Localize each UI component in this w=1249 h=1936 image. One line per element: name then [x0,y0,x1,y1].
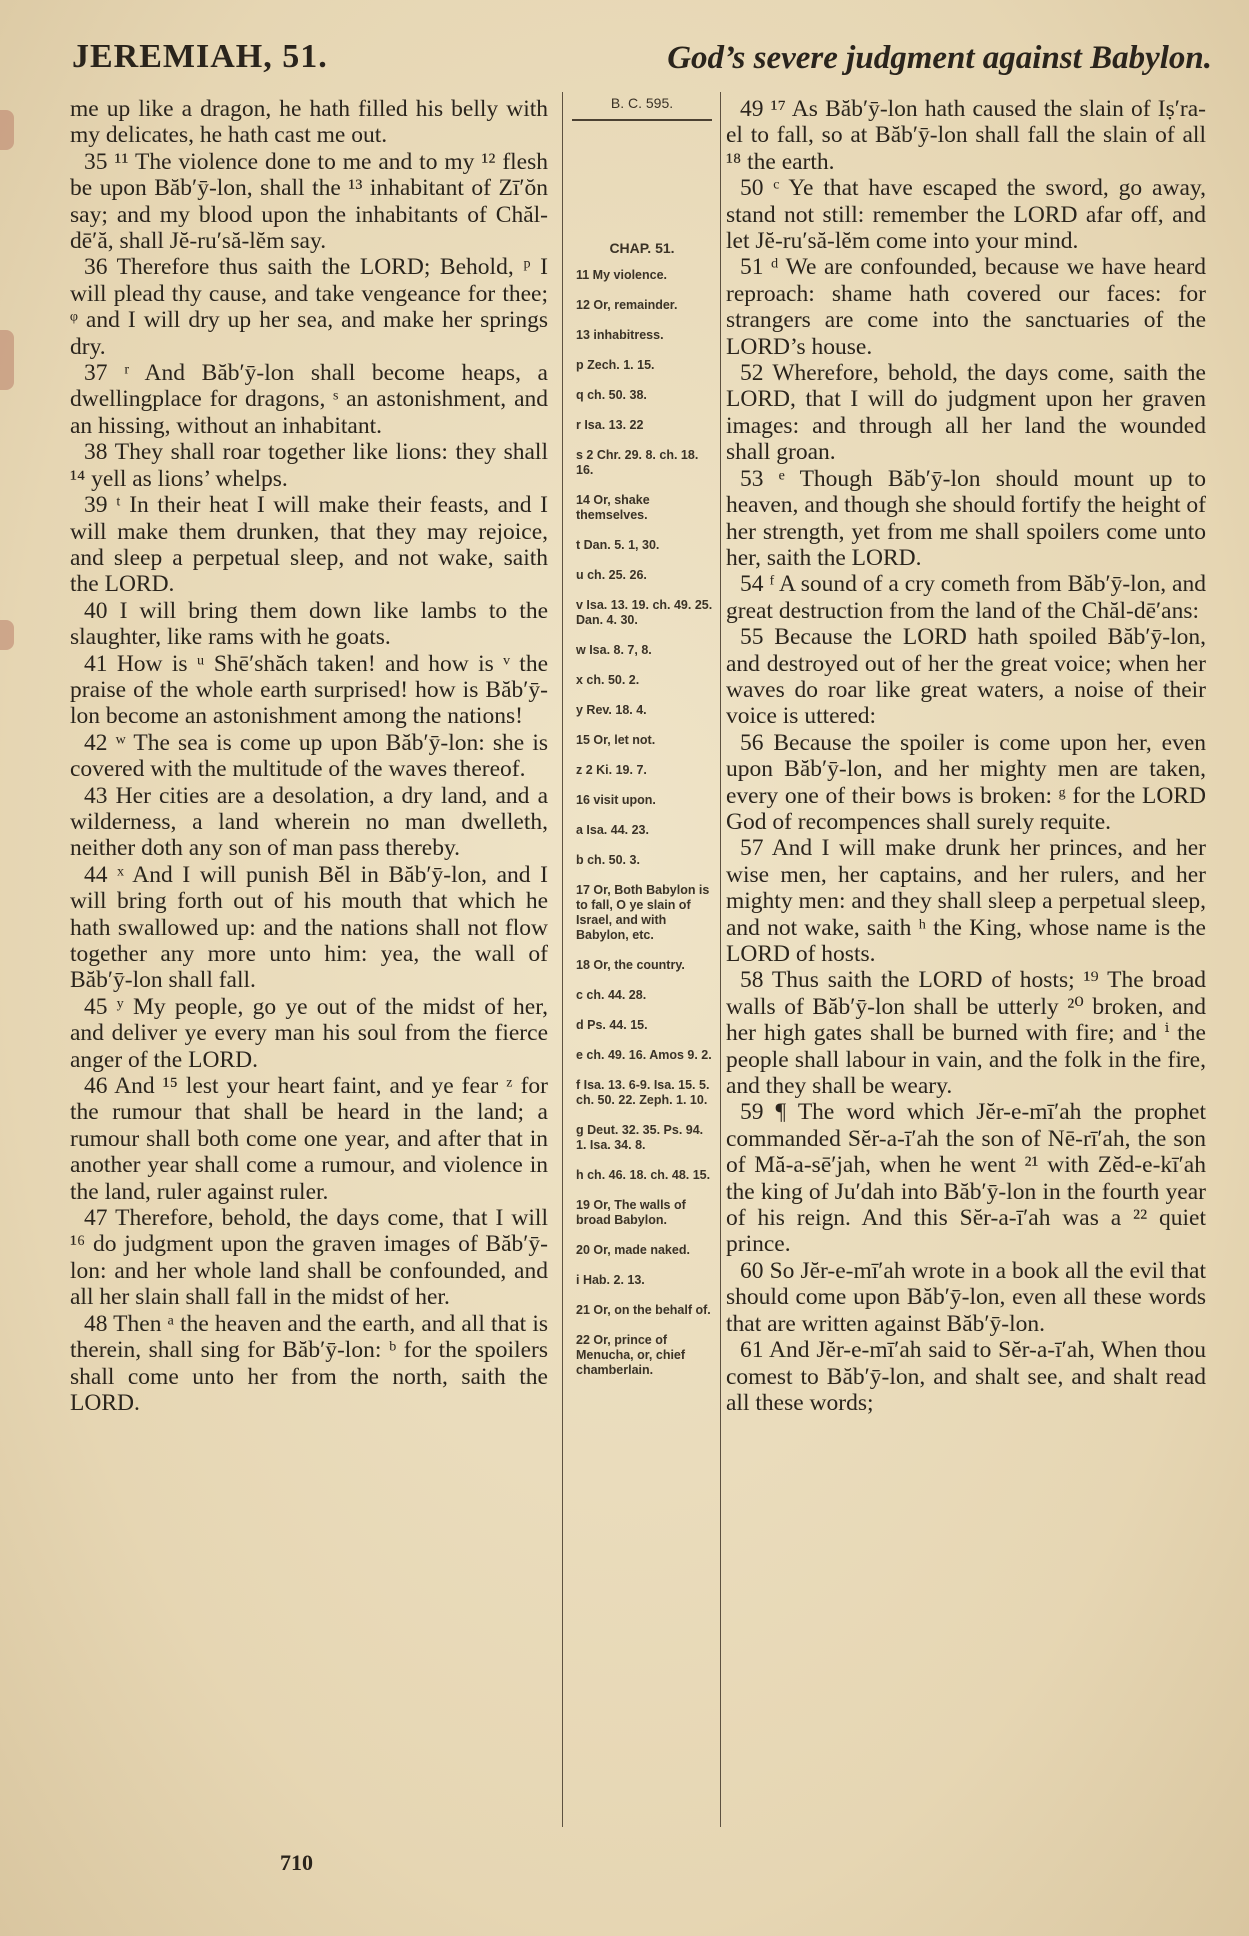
verse: 58 Thus saith the LORD of hosts; ¹⁹ The broad walls of Băb′ȳ-lon shall be utterly ²⁰ broken, and her high gates shall be burned with fire; and ⁱ the people shall labour in vain, and the folk in the fire, and they shall be weary. [726,967,1206,1100]
reference-note: i Hab. 2. 13. [576,1273,645,1287]
reference-note: f Isa. 13. 6-9. Isa. 15. 5. ch. 50. 22. Zeph. 1. 10. [576,1078,710,1107]
reference-note: 12 Or, remainder. [576,298,678,312]
verse: 37 ʳ And Băb′ȳ-lon shall become heaps, a dwellingplace for dragons, ˢ an astonishment, and an hissing, without an inhabitant. [70,360,548,439]
reference-note: 18 Or, the country. [576,958,685,972]
reference-note: d Ps. 44. 15. [576,1018,648,1032]
right-text-column [726,96,1206,1416]
verse: 55 Because the LORD hath spoiled Băb′ȳ-lon, and destroyed out of her the great voice; when her waves do roar like great waters, a noise of their voice is uttered: [726,624,1206,730]
reference-note: y Rev. 18. 4. [576,703,647,717]
verse: 35 ¹¹ The violence done to me and to my ¹² flesh be upon Băb′ȳ-lon, shall the ¹³ inhabitant of Zī′ŏn say; and my blood upon the inhabitants of Chăl-dē′ă, shall Jĕ-ru′să-lĕm say. [70,148,548,255]
reference-note: h ch. 46. 18. ch. 48. 15. [576,1168,711,1182]
reference-note: 15 Or, let not. [576,733,656,747]
verse: 47 Therefore, behold, the days come, that I will ¹⁶ do judgment upon the graven images of Băb′ȳ-lon: and her whole land shall be confounded, and all her slain shall fall in the midst of her. [70,1205,548,1311]
reference-note: a Isa. 44. 23. [576,823,649,837]
reference-note: e ch. 49. 16. Amos 9. 2. [576,1048,712,1062]
verse: 46 And ¹⁵ lest your heart faint, and ye fear ᶻ for the rumour that shall be heard in the land; a rumour shall both come one year, and after that in another year shall come a rumour, and violence in the land, ruler against ruler. [70,1073,548,1205]
verse: 38 They shall roar together like lions: they shall ¹⁴ yell as lions’ whelps. [70,439,548,492]
verse: 49 ¹⁷ As Băb′ȳ-lon hath caused the slain of Iṣ′ra-el to fall, so at Băb′ȳ-lon shall fall the slain of all ¹⁸ the earth. [726,96,1206,175]
verse: 60 So Jĕr-e-mī′ah wrote in a book all the evil that should come upon Băb′ȳ-lon, even all these words that are written against Băb′ȳ-lon. [726,1257,1206,1337]
verse: 52 Wherefore, behold, the days come, saith the LORD, that I will do judgment upon her graven images: and through all her land the wounded shall groan. [726,360,1206,466]
page-stain [0,110,14,150]
verse: 57 And I will make drunk her princes, and her wise men, her captains, and her rulers, and her mighty men: and they shall sleep a perpetual sleep, and not wake, saith ʰ the King, whose name is the LORD of hosts. [726,835,1206,967]
reference-note: 13 inhabitress. [576,328,664,342]
verse: 44 ˣ And I will punish Bĕl in Băb′ȳ-lon, and I will bring forth out of his mouth that which he hath swallowed up: and the nations shall not flow together any more unto him: yea, the wall of Băb′ȳ-lon shall fall. [70,861,548,994]
verse: 48 Then ᵃ the heaven and the earth, and all that is therein, shall sing for Băb′ȳ-lon: ᵇ for the spoilers shall come unto her from the north, saith the LORD. [70,1310,548,1416]
chapter-label: CHAP. 51. [609,240,675,256]
reference-note: b ch. 50. 3. [576,853,640,867]
reference-note: p Zech. 1. 15. [576,358,655,372]
verse: 56 Because the spoiler is come upon her, even upon Băb′ȳ-lon, and her mighty men are taken, every one of their bows is broken: ᵍ for the LORD God of recompences shall surely requite. [726,729,1206,835]
reference-note: w Isa. 8. 7, 8. [576,643,652,657]
reference-note: 19 Or, The walls of broad Babylon. [576,1198,686,1227]
verse: 61 And Jĕr-e-mī′ah said to Sĕr-a-ī′ah, When thou comest to Băb′ȳ-lon, and shalt see, and shalt read all these words; [726,1337,1206,1416]
verse: 54 ᶠ A sound of a cry cometh from Băb′ȳ-lon, and great destruction from the land of the Chăl-dē′ans: [726,571,1206,624]
verse: 53 ᵉ Though Băb′ȳ-lon should mount up to heaven, and though she should fortify the height of her strength, yet from me shall spoilers come unto her, saith the LORD. [726,465,1206,571]
verse: 50 ᶜ Ye that have escaped the sword, go away, stand not still: remember the LORD afar off, and let Jĕ-ru′să-lĕm come into your mind. [726,175,1206,255]
reference-note: u ch. 25. 26. [576,568,647,582]
reference-rule [572,119,712,121]
column-divider [720,92,721,1827]
reference-note: x ch. 50. 2. [576,673,640,687]
page-number: 710 [280,1850,313,1875]
date-label: B. C. 595. [610,95,674,111]
chapter-heading: JEREMIAH, 51. [72,38,328,75]
reference-note: 14 Or, shake themselves. [576,493,650,522]
verse: 45 ʸ My people, go ye out of the midst of her, and deliver ye every man his soul from the fierce anger of the LORD. [70,993,548,1073]
reference-note: v Isa. 13. 19. ch. 49. 25. Dan. 4. 30. [576,598,713,627]
reference-note: z 2 Ki. 19. 7. [576,763,647,777]
reference-note: 17 Or, Both Babylon is to fall, O ye slain of Israel, and with Babylon, etc. [576,883,710,942]
page-stain [0,330,14,390]
page-stain [0,620,14,650]
reference-note: 11 My violence. [576,268,668,282]
page-header [72,38,1212,90]
reference-note: s 2 Chr. 29. 8. ch. 18. 16. [576,448,699,477]
verse: 39 ᵗ In their heat I will make their feasts, and I will make them drunken, that they may rejoice, and sleep a perpetual sleep, and not wake, saith the LORD. [70,492,548,598]
left-text-column [70,96,548,1416]
center-reference-column [568,96,716,1393]
verse: 51 ᵈ We are confounded, because we have heard reproach: shame hath covered our faces: for strangers are come into the sanctuaries of the LORD’s house. [726,254,1206,360]
page-topic-heading: God’s severe judgment against Babylon. [667,40,1212,76]
verse: 59 ¶ The word which Jĕr-e-mī′ah the prophet commanded Sĕr-a-ī′ah the son of Nē-rī′ah, the son of Mă-a-sē′jah, when he went ²¹ with Zĕd-e-kī′ah the king of Ju′dah into Băb′ȳ-lon in the fourth year of his reign. And this Sĕr-a-ī′ah was a ²² quiet prince. [726,1099,1206,1258]
reference-note: 21 Or, on the behalf of. [576,1303,711,1317]
reference-note: c ch. 44. 28. [576,988,647,1002]
verse: 40 I will bring them down like lambs to the slaughter, like rams with he goats. [70,597,548,651]
verse: 41 How is ᵘ Shē′shăch taken! and how is ᵛ the praise of the whole earth surprised! how is Băb′ȳ-lon become an astonishment among the nations! [70,650,548,730]
reference-note: g Deut. 32. 35. Ps. 94. 1. Isa. 34. 8. [576,1123,704,1152]
verse: 36 Therefore thus saith the LORD; Behold, ᵖ I will plead thy cause, and take vengeance for thee; ᵠ and I will dry up her sea, and make her springs dry. [70,254,548,360]
reference-note: 22 Or, prince of Menucha, or, chief chamberlain. [576,1333,686,1377]
verse: 43 Her cities are a desolation, a dry land, and a wilderness, a land wherein no man dwelleth, neither doth any son of man pass thereby. [70,782,548,862]
reference-note: q ch. 50. 38. [576,388,647,402]
reference-note: t Dan. 5. 1, 30. [576,538,660,552]
reference-note: 20 Or, made naked. [576,1243,690,1257]
column-divider [562,92,563,1827]
verse: me up like a dragon, he hath filled his belly with my delicates, he hath cast me out. [70,96,548,149]
reference-note: r Isa. 13. 22 [576,418,644,432]
reference-note: 16 visit upon. [576,793,656,807]
verse: 42 ʷ The sea is come up upon Băb′ȳ-lon: she is covered with the multitude of the waves thereof. [70,729,548,783]
